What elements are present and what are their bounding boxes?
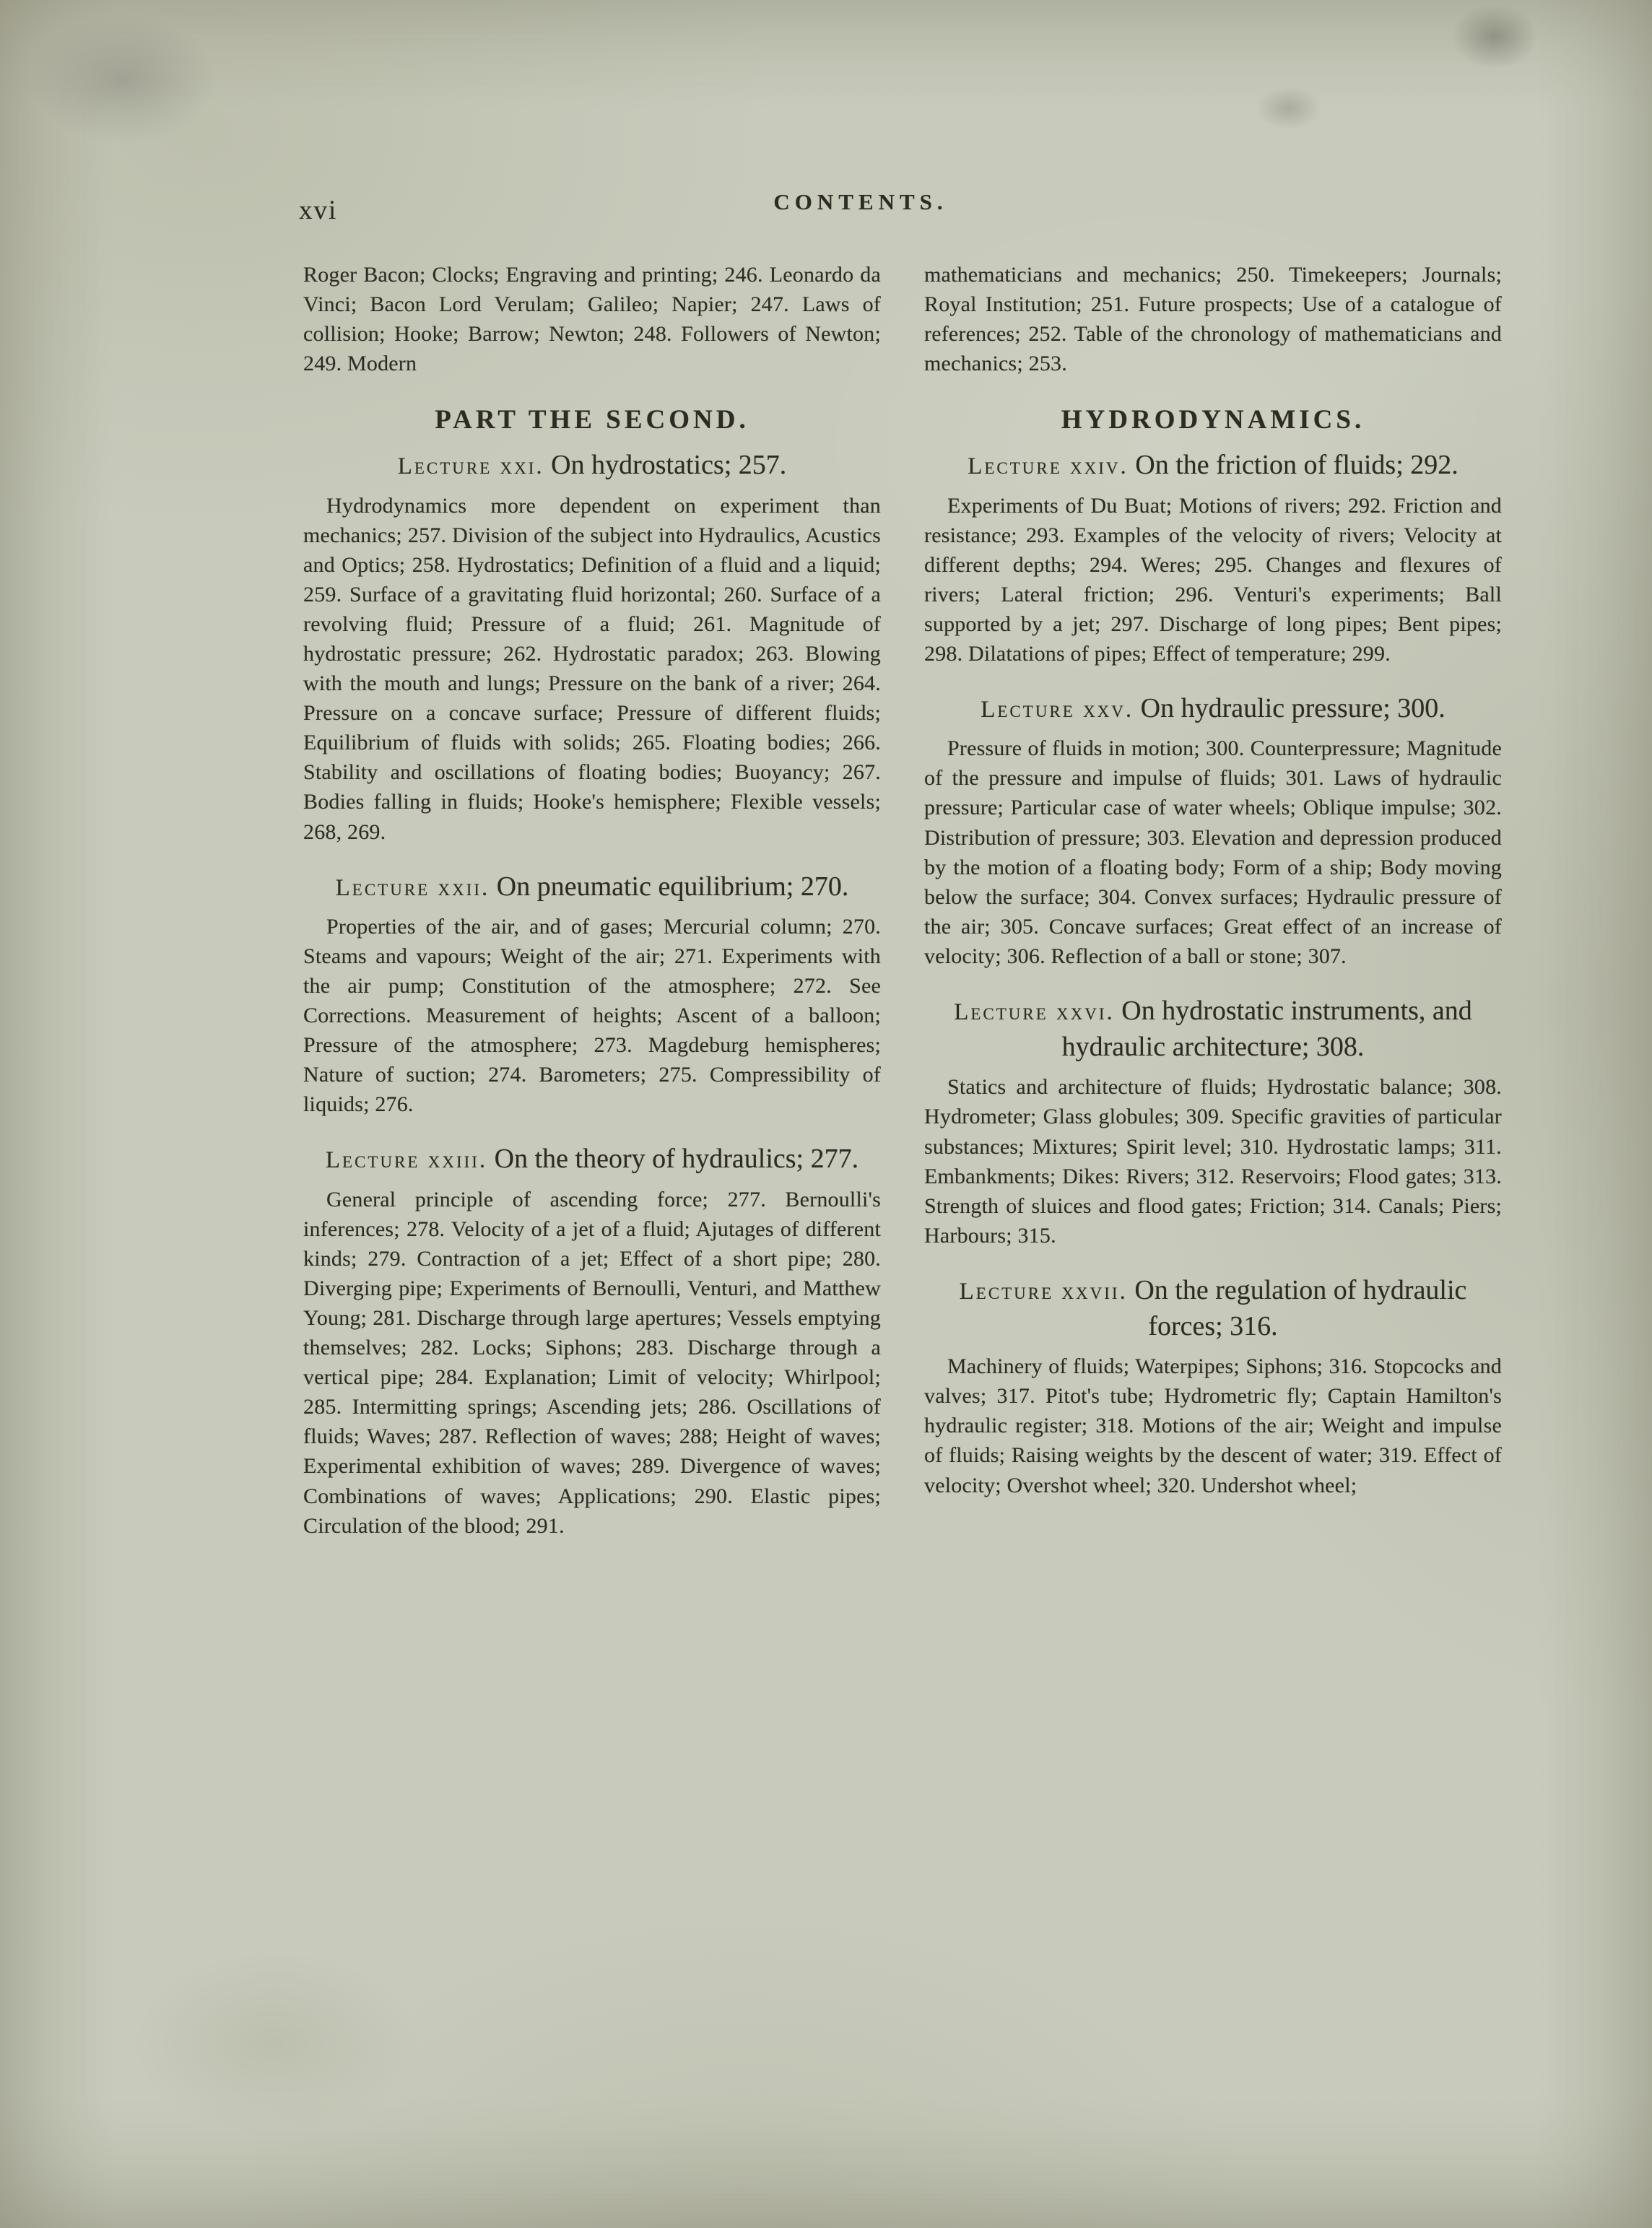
lecture-title: On hydrostatics; 257. <box>551 450 787 481</box>
lecture-label: Lecture xxii. <box>335 874 490 901</box>
lecture-body: Hydrodynamics more dependent on experiment than mechanics; 257. Division of the subject into Hydraulics, Acustics and Optics; 258. Hydrostatics; Definition of a fluid and a liquid; 259. Surface of a gravitating fluid horizontal; 260. Surface of a revolving fluid; Pressure of a fluid; 261. Magnitude of hydrostatic pressure; 262. Hydrostatic paradox; 263. Blowing with the mouth and lungs; Pressure on the bank of a river; 264. Pressure on a concave surface; Pressure of different fluids; Equilibrium of fluids with solids; 265. Floating bodies; 266. Stability and oscillations of floating bodies; Buoyancy; 267. Bodies falling in fluids; Hooke's hemisphere; Flexible vessels; 268, 269. <box>303 493 881 844</box>
main-columns <box>303 437 1502 1540</box>
ink-smudge <box>1451 4 1538 69</box>
lecture-body: Experiments of Du Buat; Motions of rivers; 292. Friction and resistance; 293. Examples of the velocity of rivers; Velocity at different depths; 294. Weres; 295. Changes and flexures of rivers; Lateral friction; 296. Venturi's experiments; Ball supported by a jet; 297. Discharge of long pipes; Bent pipes; 298. Dilatations of pipes; Effect of temperature; 299. <box>924 493 1502 666</box>
lecture-title: On hydrostatic instruments, and hydraulic architecture; 308. <box>1061 996 1472 1063</box>
lecture-entry-xxiii <box>303 1141 881 1540</box>
lecture-title: On the theory of hydraulics; 277. <box>494 1144 859 1175</box>
left-column <box>303 437 881 1540</box>
lecture-heading <box>303 869 881 905</box>
lecture-label: Lecture xxi. <box>397 453 544 480</box>
page-header <box>299 189 1502 235</box>
lecture-label: Lecture xxvi. <box>954 999 1115 1025</box>
right-column <box>924 437 1502 1540</box>
continuation-paragraph-left: Roger Bacon; Clocks; Engraving and printing; 246. Leonardo da Vinci; Bacon Lord Verulam; Galileo; Napier; 247. Laws of collision; Hooke; Barrow; Newton; 248. Followers of Newton; 249. Modern <box>303 263 881 376</box>
hydrodynamics-heading: HYDRODYNAMICS. <box>1061 405 1365 435</box>
running-title: CONTENTS. <box>773 189 948 214</box>
lecture-title: On hydraulic pressure; 300. <box>1140 693 1446 724</box>
lecture-entry-xxii <box>303 869 881 1120</box>
paper-stain <box>29 14 217 144</box>
lecture-heading <box>303 1141 881 1177</box>
lecture-heading <box>924 447 1502 483</box>
lecture-body: Properties of the air, and of gases; Mercurial column; 270. Steams and vapours; Weight of the air; 271. Experiments with the air pump; Constitution of the atmosphere; 272. See Corrections. Measurement of heights; Ascent of a balloon; Pressure of the atmosphere; 273. Magdeburg hemispheres; Nature of suction; 274. Barometers; 275. Compressibility of liquids; 276. <box>303 914 881 1117</box>
lecture-title: On the regulation of hydraulic forces; 316. <box>1134 1274 1467 1342</box>
lecture-label: Lecture xxiii. <box>325 1147 488 1174</box>
continuation-paragraph-right: mathematicians and mechanics; 250. Timekeepers; Journals; Royal Institution; 251. Future prospects; Use of a catalogue of references; 252. Table of the chronology of mathematicians and mechanics; 253. <box>924 263 1502 376</box>
page-content <box>299 189 1502 1541</box>
lecture-body: Pressure of fluids in motion; 300. Counterpressure; Magnitude of the pressure and impulse of fluids; 301. Laws of hydraulic pressure; Particular case of water wheels; Oblique impulse; 302. Distribution of pressure; 303. Elevation and depression produced by the motion of a floating body; Form of a ship; Body moving below the surface; 304. Convex surfaces; Hydraulic pressure of the air; 305. Concave surfaces; Great effect of an increase of velocity; 306. Reflection of a ball or stone; 307. <box>924 736 1502 968</box>
lecture-title: On the friction of fluids; 292. <box>1135 450 1458 481</box>
lecture-heading <box>924 690 1502 726</box>
lecture-title: On pneumatic equilibrium; 270. <box>496 871 849 902</box>
lecture-heading <box>924 1272 1502 1344</box>
lecture-body: General principle of ascending force; 277. Bernoulli's inferences; 278. Velocity of a jet of a fluid; Ajutages of different kinds; 279. Contraction of a jet; Effect of a short pipe; 280. Diverging pipe; Experiments of Bernoulli, Venturi, and Matthew Young; 281. Discharge through large apertures; Vessels emptying themselves; 282. Locks; Siphons; 283. Discharge through a vertical pipe; 284. Explanation; Limit of velocity; Whirlpool; 285. Intermitting springs; Ascending jets; 286. Oscillations of fluids; Waves; 287. Reflection of waves; 288; Height of waves; Experimental exhibition of waves; 289. Divergence of waves; Combinations of waves; Applications; 290. Elastic pipes; Circulation of the blood; 291. <box>303 1187 881 1538</box>
paper-stain <box>1256 87 1321 130</box>
continuation-section <box>303 260 1502 378</box>
section-headings <box>303 404 1502 435</box>
page-number: xvi <box>299 196 338 225</box>
lecture-label: Lecture xxvii. <box>959 1278 1128 1305</box>
lecture-body: Machinery of fluids; Waterpipes; Siphons; 316. Stopcocks and valves; 317. Pitot's tube; Hydrometric fly; Captain Hamilton's hydraulic register; 318. Motions of the air; Weight and impulse of fluids; Raising weights by the descent of water; 319. Effect of velocity; Overshot wheel; 320. Undershot wheel; <box>924 1354 1502 1497</box>
lecture-label: Lecture xxv. <box>981 697 1134 723</box>
lecture-entry-xxvii <box>924 1272 1502 1500</box>
paper-stain <box>130 1949 419 2137</box>
lecture-label: Lecture xxiv. <box>968 453 1129 480</box>
lecture-body: Statics and architecture of fluids; Hydrostatic balance; 308. Hydrometer; Glass globules; 309. Specific gravities of particular substances; Mixtures; Spirit level; 310. Hydrostatic lamps; 311. Embankments; Dikes: Rivers; 312. Reservoirs; Flood gates; 313. Strength of sluices and flood gates; Friction; 314. Canals; Piers; Harbours; 315. <box>924 1075 1502 1248</box>
lecture-entry-xxiv <box>924 447 1502 669</box>
lecture-entry-xxi <box>303 447 881 846</box>
lecture-entry-xxvi <box>924 993 1502 1250</box>
lecture-heading <box>303 447 881 483</box>
lecture-entry-xxv <box>924 690 1502 971</box>
part-two-heading: PART THE SECOND. <box>435 405 749 435</box>
lecture-heading <box>924 993 1502 1065</box>
